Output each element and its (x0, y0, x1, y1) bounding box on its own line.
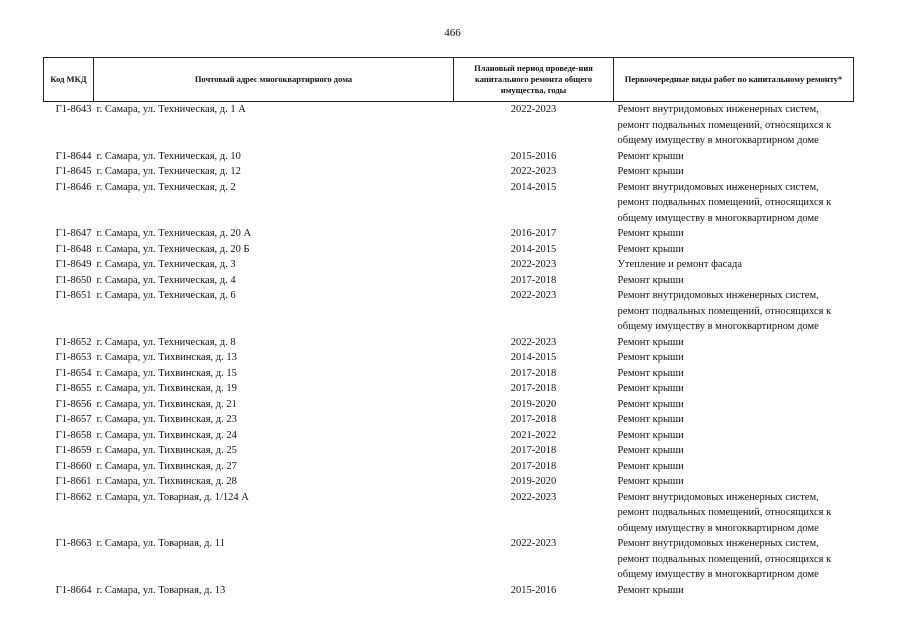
cell-code: Г1-8646 (55, 181, 92, 193)
cell-works (614, 459, 854, 475)
header-code: Код МКД (44, 58, 94, 102)
cell-address: г. Самара, ул. Товарная, д. 1/124 А (96, 491, 249, 503)
cell-address: г. Самара, ул. Техническая, д. 20 А (96, 228, 252, 239)
works-line: Ремонт крыши (617, 460, 684, 472)
table-row (44, 149, 854, 165)
cell-address: г. Самара, ул. Техническая, д. 6 (96, 290, 236, 301)
cell-works (614, 257, 854, 273)
cell-works (614, 381, 854, 397)
table-row (44, 226, 854, 242)
cell-period: 2017-2018 (510, 414, 557, 425)
works-line: ремонт подвальных помещений, относящихся к (617, 197, 832, 208)
works-line: Ремонт крыши (617, 243, 684, 255)
cell-address: г. Самара, ул. Тихвинская, д. 28 (96, 476, 237, 487)
cell-works (614, 242, 854, 258)
table-row (44, 536, 854, 583)
cell-code: Г1-8663 (55, 538, 92, 549)
cell-code: Г1-8643 (55, 104, 92, 115)
works-line: Ремонт внутридомовых инженерных систем, (617, 538, 819, 549)
cell-works (614, 164, 854, 180)
works-line: Ремонт крыши (617, 414, 684, 425)
works-line: Ремонт крыши (617, 445, 684, 456)
cell-address: г. Самара, ул. Техническая, д. 3 (96, 259, 236, 270)
cell-address: г. Самара, ул. Техническая, д. 8 (96, 336, 236, 348)
cell-address: г. Самара, ул. Техническая, д. 12 (96, 166, 241, 177)
table-row (44, 412, 854, 428)
cell-works (614, 226, 854, 242)
works-line: Ремонт крыши (617, 398, 684, 410)
works-line: ремонт подвальных помещений, относящихся к (617, 507, 832, 518)
header-period: Плановый период проведе-ния капитального ремонта общего имущества, годы (454, 58, 614, 102)
works-line: Ремонт крыши (617, 228, 684, 239)
table-row (44, 583, 854, 599)
cell-address: г. Самара, ул. Тихвинская, д. 15 (96, 367, 237, 379)
cell-code: Г1-8645 (55, 166, 92, 177)
header-works: Первоочередные виды работ по капитальному ремонту* (614, 58, 854, 102)
cell-code: Г1-8653 (55, 352, 92, 363)
works-line: общему имуществу в многоквартирном доме (617, 135, 819, 146)
cell-period: 2017-2018 (510, 445, 557, 456)
works-line: Ремонт крыши (617, 584, 684, 596)
cell-period: 2019-2020 (510, 398, 557, 410)
works-line: ремонт подвальных помещений, относящихся к (617, 553, 832, 565)
cell-address: г. Самара, ул. Тихвинская, д. 27 (96, 460, 237, 472)
cell-works (614, 428, 854, 444)
cell-code: Г1-8644 (55, 150, 92, 162)
works-line: Ремонт внутридомовых инженерных систем, (617, 181, 819, 193)
works-line: Ремонт внутридомовых инженерных систем, (617, 104, 819, 115)
cell-period: 2021-2022 (510, 429, 557, 441)
table-row (44, 366, 854, 382)
cell-period: 2016-2017 (510, 228, 557, 239)
works-line: Ремонт крыши (617, 336, 684, 348)
cell-code: Г1-8656 (55, 398, 92, 410)
table-row (44, 428, 854, 444)
cell-works (614, 490, 854, 537)
cell-works (614, 366, 854, 382)
cell-works (614, 288, 854, 335)
works-line: Ремонт крыши (617, 367, 684, 379)
cell-code: Г1-8662 (55, 491, 92, 503)
table-row (44, 180, 854, 227)
cell-works (614, 335, 854, 351)
cell-works (614, 412, 854, 428)
cell-code: Г1-8651 (55, 290, 92, 301)
repair-schedule-table (43, 57, 854, 598)
cell-works (614, 536, 854, 583)
cell-address: г. Самара, ул. Техническая, д. 10 (96, 150, 241, 162)
table-row (44, 350, 854, 366)
table-row (44, 257, 854, 273)
works-line: общему имуществу в многоквартирном доме (617, 212, 819, 224)
works-line: общему имуществу в многоквартирном доме (617, 522, 819, 534)
cell-works (614, 443, 854, 459)
cell-period: 2022-2023 (510, 538, 557, 549)
cell-works (614, 149, 854, 165)
works-line: Ремонт крыши (617, 352, 684, 363)
cell-period: 2014-2015 (510, 243, 557, 255)
cell-code: Г1-8654 (55, 367, 92, 379)
cell-period: 2015-2016 (510, 150, 557, 162)
cell-period: 2022-2023 (510, 290, 557, 301)
cell-period: 2022-2023 (510, 491, 557, 503)
cell-works (614, 474, 854, 490)
table-header (44, 58, 854, 102)
works-line: общему имуществу в многоквартирном доме (617, 569, 819, 580)
works-line: Ремонт крыши (617, 383, 684, 394)
cell-address: г. Самара, ул. Товарная, д. 13 (96, 584, 226, 596)
cell-code: Г1-8661 (55, 476, 92, 487)
cell-address: г. Самара, ул. Тихвинская, д. 23 (96, 414, 237, 425)
cell-works (614, 180, 854, 227)
table-row (44, 443, 854, 459)
page-number: 466 (444, 27, 461, 39)
cell-address: г. Самара, ул. Товарная, д. 11 (96, 538, 225, 549)
works-line: Ремонт крыши (617, 166, 684, 177)
table-row (44, 288, 854, 335)
cell-period: 2022-2023 (510, 336, 557, 348)
table-row (44, 273, 854, 289)
cell-address: г. Самара, ул. Техническая, д. 2 (96, 181, 236, 193)
works-line: ремонт подвальных помещений, относящихся к (617, 119, 832, 131)
cell-works (614, 350, 854, 366)
table-row (44, 335, 854, 351)
works-line: Ремонт крыши (617, 150, 684, 162)
cell-period: 2022-2023 (510, 166, 557, 177)
cell-period: 2017-2018 (510, 274, 557, 286)
table-row (44, 102, 854, 149)
cell-code: Г1-8664 (55, 584, 92, 596)
cell-address: г. Самара, ул. Тихвинская, д. 25 (96, 445, 237, 456)
works-line: Ремонт крыши (617, 476, 684, 487)
works-line: Ремонт внутридомовых инженерных систем, (617, 290, 819, 301)
table-row (44, 381, 854, 397)
works-line: общему имуществу в многоквартирном доме (617, 321, 819, 332)
works-line: Ремонт крыши (617, 429, 684, 441)
cell-period: 2019-2020 (510, 476, 557, 487)
table-body (44, 102, 854, 599)
works-line: Ремонт крыши (617, 274, 684, 286)
cell-address: г. Самара, ул. Тихвинская, д. 21 (96, 398, 237, 410)
cell-period: 2017-2018 (510, 367, 557, 379)
table-row (44, 164, 854, 180)
table-row (44, 397, 854, 413)
cell-period: 2015-2016 (510, 584, 557, 596)
cell-period: 2022-2023 (510, 259, 557, 270)
cell-period: 2017-2018 (510, 460, 557, 472)
table-row (44, 490, 854, 537)
cell-address: г. Самара, ул. Тихвинская, д. 24 (96, 429, 237, 441)
cell-code: Г1-8659 (55, 445, 92, 456)
cell-works (614, 397, 854, 413)
cell-works (614, 583, 854, 599)
cell-period: 2022-2023 (510, 104, 557, 115)
cell-code: Г1-8657 (55, 414, 92, 425)
works-line: ремонт подвальных помещений, относящихся к (617, 305, 832, 317)
cell-code: Г1-8649 (55, 259, 92, 270)
table-row (44, 242, 854, 258)
cell-code: Г1-8648 (55, 243, 92, 255)
cell-address: г. Самара, ул. Тихвинская, д. 19 (96, 383, 237, 394)
table-row (44, 474, 854, 490)
cell-address: г. Самара, ул. Тихвинская, д. 13 (96, 352, 237, 363)
cell-code: Г1-8650 (55, 274, 92, 286)
header-address: Почтовый адрес многоквартирного дома (94, 58, 454, 102)
cell-works (614, 273, 854, 289)
cell-address: г. Самара, ул. Техническая, д. 1 А (96, 104, 246, 115)
cell-works (614, 102, 854, 149)
cell-period: 2017-2018 (510, 383, 557, 394)
cell-period: 2014-2015 (510, 352, 557, 363)
cell-address: г. Самара, ул. Техническая, д. 20 Б (96, 243, 250, 255)
cell-code: Г1-8660 (55, 460, 92, 472)
cell-address: г. Самара, ул. Техническая, д. 4 (96, 274, 236, 286)
cell-code: Г1-8647 (55, 228, 92, 239)
cell-code: Г1-8655 (55, 383, 92, 394)
works-line: Ремонт внутридомовых инженерных систем, (617, 491, 819, 503)
cell-period: 2014-2015 (510, 181, 557, 193)
cell-code: Г1-8658 (55, 429, 92, 441)
cell-code: Г1-8652 (55, 336, 92, 348)
works-line: Утепление и ремонт фасада (617, 259, 743, 270)
table-row (44, 459, 854, 475)
